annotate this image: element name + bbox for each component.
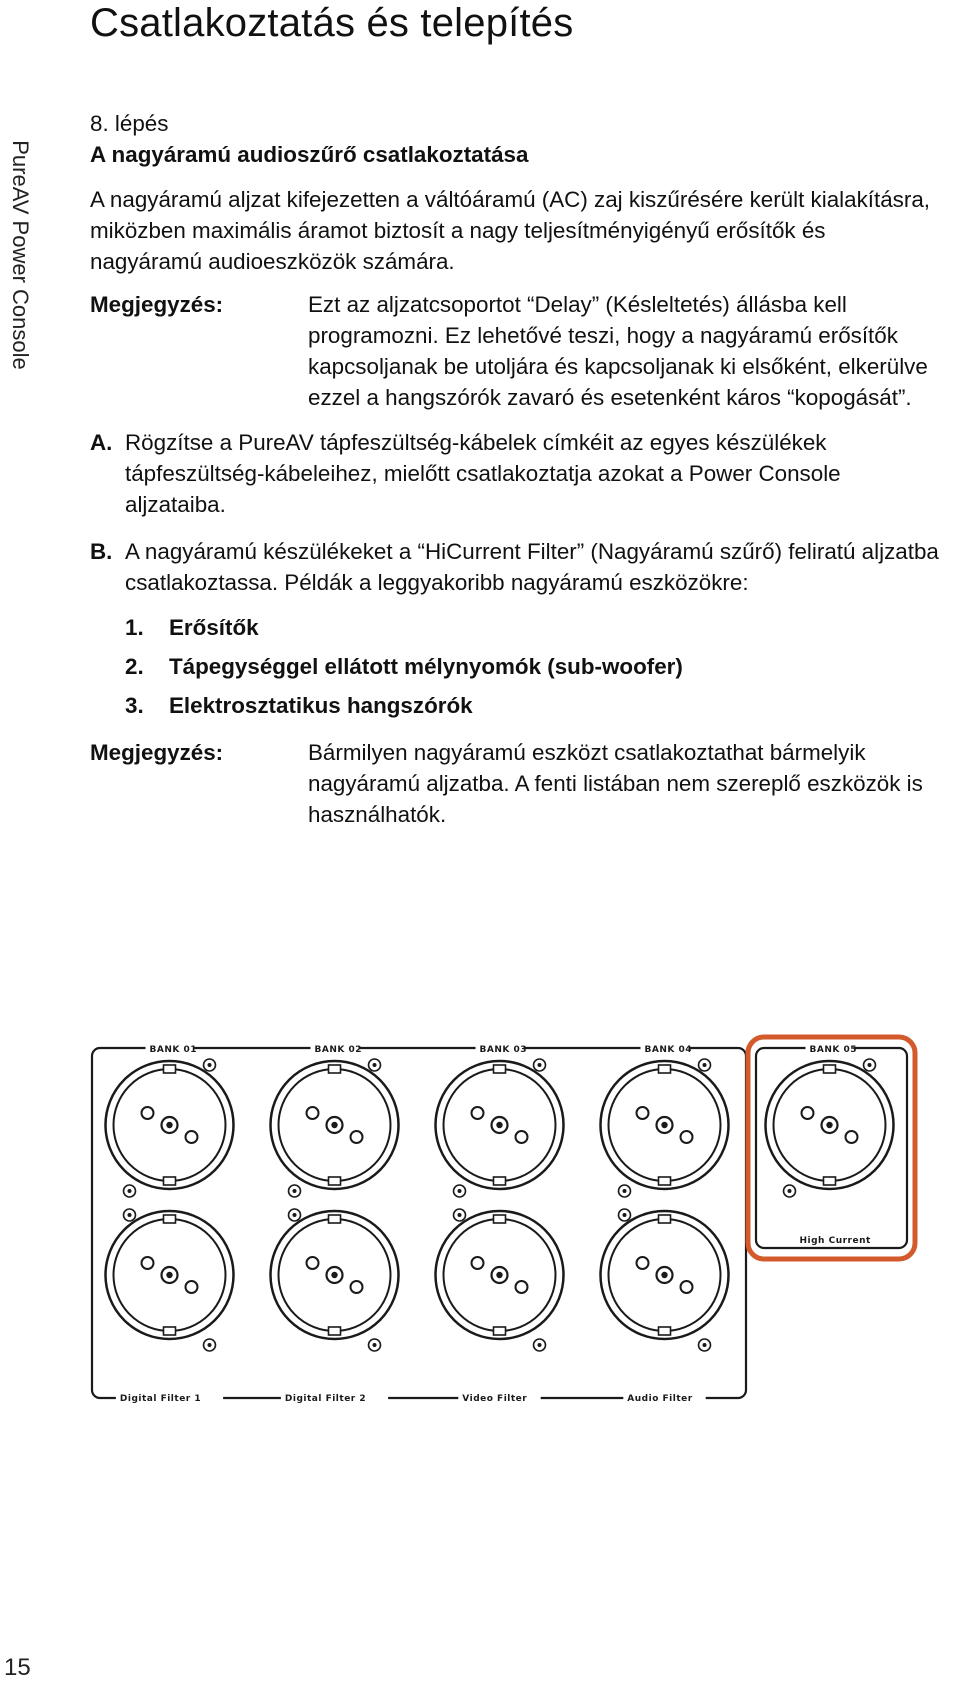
socket-pin-hole bbox=[681, 1131, 693, 1143]
screw-dot bbox=[293, 1189, 297, 1193]
socket-pin-hole bbox=[307, 1257, 319, 1269]
note-1-text: Ezt az aljzatcsoportot “Delay” (Késleltetés) állásba kell programozni. Ez lehetővé teszi, hogy a nagyáramú erősítők kapcsoljanak be utoljára és kapcsoljanak ki elsőként, elkerülve ezzel a hangszórók zavaró és esetenként káros “kopogását”. bbox=[308, 292, 928, 410]
bank-label: BANK 02 bbox=[314, 1045, 362, 1055]
socket-pin-hole bbox=[802, 1107, 814, 1119]
bank-label: BANK 03 bbox=[479, 1045, 527, 1055]
filter-label: Digital Filter 2 bbox=[284, 1394, 367, 1403]
socket-pin-hole bbox=[846, 1131, 858, 1143]
socket-notch bbox=[659, 1215, 671, 1223]
outlet-socket bbox=[271, 1211, 399, 1339]
list-item bbox=[125, 690, 940, 721]
filter-label: Audio Filter bbox=[627, 1394, 693, 1403]
socket-center-dot bbox=[661, 1122, 667, 1128]
socket-notch bbox=[659, 1177, 671, 1185]
socket-pin-hole bbox=[307, 1107, 319, 1119]
side-label bbox=[0, 140, 40, 370]
note-1 bbox=[90, 289, 940, 413]
socket-center-dot bbox=[496, 1122, 502, 1128]
socket-notch bbox=[494, 1215, 506, 1223]
socket-pin-hole bbox=[516, 1281, 528, 1293]
socket-center-dot bbox=[826, 1122, 832, 1128]
socket-notch bbox=[329, 1215, 341, 1223]
socket-notch bbox=[494, 1065, 506, 1073]
instruction-a-text: Rögzítse a PureAV tápfeszültség-kábelek címkéit az egyes készülékek tápfeszültség-kábeleihez, mielőtt csatlakoztatja azokat a Power Console aljzataiba. bbox=[125, 430, 841, 517]
socket-notch bbox=[329, 1177, 341, 1185]
note-2-label: Megjegyzés: bbox=[90, 740, 224, 765]
outlet-socket bbox=[106, 1211, 234, 1339]
socket-center-dot bbox=[331, 1122, 337, 1128]
socket-notch bbox=[164, 1327, 176, 1335]
outlet-socket bbox=[766, 1061, 894, 1189]
socket-notch bbox=[164, 1177, 176, 1185]
socket-notch bbox=[824, 1177, 836, 1185]
list-item-number: 2. bbox=[125, 654, 144, 679]
high-current-label: High Current bbox=[799, 1236, 871, 1246]
filter-label: Video Filter bbox=[462, 1394, 528, 1403]
socket-notch bbox=[659, 1065, 671, 1073]
socket-notch bbox=[329, 1065, 341, 1073]
socket-pin-hole bbox=[186, 1281, 198, 1293]
screw-dot bbox=[293, 1213, 297, 1217]
power-console-outlet-diagram bbox=[90, 1033, 920, 1403]
page-number: 15 bbox=[4, 1654, 31, 1681]
screw-dot bbox=[538, 1063, 542, 1067]
socket-notch bbox=[659, 1327, 671, 1335]
list-item bbox=[125, 651, 940, 682]
socket-notch bbox=[824, 1065, 836, 1073]
socket-pin-hole bbox=[142, 1257, 154, 1269]
intro-paragraph: A nagyáramú aljzat kifejezetten a váltóáramú (AC) zaj kiszűrésére került kialakításra, miközben maximális áramot biztosít a nagy teljesítményigényű erősítők és nagyáramú audioeszközök számára. bbox=[90, 187, 931, 274]
bank-label: BANK 04 bbox=[644, 1045, 692, 1055]
screw-dot bbox=[623, 1189, 627, 1193]
instruction-b-text: A nagyáramú készülékeket a “HiCurrent Filter” (Nagyáramú szűrő) feliratú aljzatba csatlakoztassa. Példák a leggyakoribb nagyáramú eszközökre: bbox=[125, 539, 939, 595]
bank-label: BANK 05 bbox=[809, 1045, 857, 1055]
socket-pin-hole bbox=[472, 1257, 484, 1269]
note-1-label: Megjegyzés: bbox=[90, 292, 224, 317]
outlet-socket bbox=[436, 1211, 564, 1339]
screw-dot bbox=[458, 1213, 462, 1217]
instruction-a-key: A. bbox=[90, 430, 113, 455]
page-title: Csatlakoztatás és telepítés bbox=[90, 1, 574, 45]
outlet-socket bbox=[601, 1061, 729, 1189]
main-content bbox=[90, 108, 940, 844]
screw-dot bbox=[538, 1343, 542, 1347]
socket-center-dot bbox=[331, 1272, 337, 1278]
socket-pin-hole bbox=[681, 1281, 693, 1293]
socket-center-dot bbox=[661, 1272, 667, 1278]
socket-notch bbox=[329, 1327, 341, 1335]
side-label-text: PureAV Power Console bbox=[8, 140, 33, 370]
device-list bbox=[125, 612, 940, 721]
socket-notch bbox=[164, 1215, 176, 1223]
screw-dot bbox=[208, 1063, 212, 1067]
socket-pin-hole bbox=[637, 1257, 649, 1269]
filter-label: Digital Filter 1 bbox=[119, 1394, 202, 1403]
socket-pin-hole bbox=[351, 1131, 363, 1143]
socket-pin-hole bbox=[516, 1131, 528, 1143]
socket-pin-hole bbox=[637, 1107, 649, 1119]
socket-center-dot bbox=[166, 1272, 172, 1278]
socket-center-dot bbox=[496, 1272, 502, 1278]
socket-pin-hole bbox=[142, 1107, 154, 1119]
outlet-socket bbox=[601, 1211, 729, 1339]
socket-pin-hole bbox=[472, 1107, 484, 1119]
outlet-socket bbox=[106, 1061, 234, 1189]
step-heading: A nagyáramú audioszűrő csatlakoztatása bbox=[90, 142, 529, 167]
socket-pin-hole bbox=[186, 1131, 198, 1143]
screw-dot bbox=[458, 1189, 462, 1193]
step-number: 8. lépés bbox=[90, 111, 169, 136]
screw-dot bbox=[868, 1063, 872, 1067]
note-2 bbox=[90, 737, 940, 830]
screw-dot bbox=[623, 1213, 627, 1217]
screw-dot bbox=[208, 1343, 212, 1347]
list-item-text: Elektrosztatikus hangszórók bbox=[169, 693, 473, 718]
outlet-socket bbox=[436, 1061, 564, 1189]
instruction-b-key: B. bbox=[90, 539, 113, 564]
screw-dot bbox=[128, 1213, 132, 1217]
list-item-number: 1. bbox=[125, 615, 144, 640]
instruction-b bbox=[90, 536, 940, 598]
screw-dot bbox=[373, 1063, 377, 1067]
screw-dot bbox=[703, 1343, 707, 1347]
screw-dot bbox=[788, 1189, 792, 1193]
screw-dot bbox=[703, 1063, 707, 1067]
screw-dot bbox=[373, 1343, 377, 1347]
instruction-a bbox=[90, 427, 940, 520]
socket-center-dot bbox=[166, 1122, 172, 1128]
list-item-text: Erősítők bbox=[169, 615, 259, 640]
list-item-number: 3. bbox=[125, 693, 144, 718]
socket-pin-hole bbox=[351, 1281, 363, 1293]
list-item-text: Tápegységgel ellátott mélynyomók (sub-woofer) bbox=[169, 654, 683, 679]
socket-notch bbox=[164, 1065, 176, 1073]
list-item bbox=[125, 612, 940, 643]
socket-notch bbox=[494, 1327, 506, 1335]
screw-dot bbox=[128, 1189, 132, 1193]
socket-notch bbox=[494, 1177, 506, 1185]
note-2-text: Bármilyen nagyáramú eszközt csatlakoztathat bármelyik nagyáramú aljzatba. A fenti listában nem szereplő eszközök is használhatók. bbox=[308, 740, 923, 827]
outlet-socket bbox=[271, 1061, 399, 1189]
bank-label: BANK 01 bbox=[149, 1045, 197, 1055]
